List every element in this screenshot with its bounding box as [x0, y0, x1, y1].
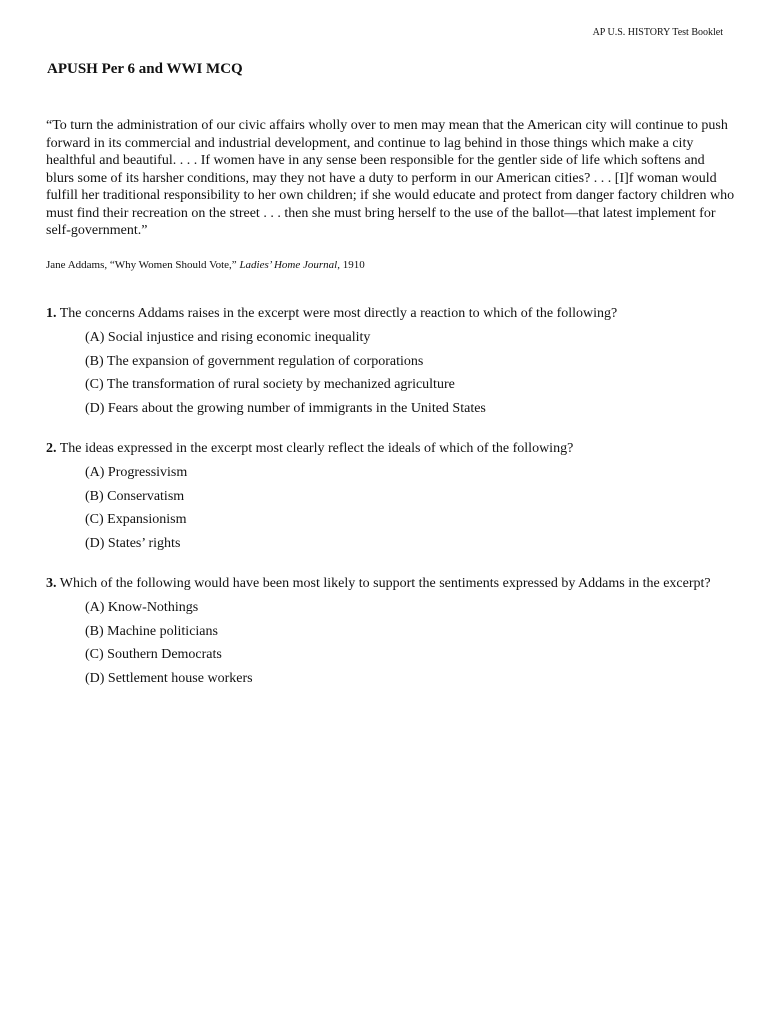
question-stem — [46, 574, 736, 594]
question-1 — [46, 304, 736, 423]
answer-choice-c: (C) Expansionism — [85, 512, 187, 527]
source-publication: Ladies’ Home Journal — [239, 259, 338, 271]
answer-choice-c: (C) Southern Democrats — [85, 647, 222, 662]
answer-choice-b: (B) Machine politicians — [85, 623, 218, 639]
answer-choice-d: (D) States’ rights — [85, 535, 181, 551]
answer-choice-a: (A) Know-Nothings — [85, 600, 199, 615]
excerpt-source — [46, 258, 365, 272]
answer-choices — [46, 464, 736, 553]
answer-choice-b: (B) Conservatism — [85, 488, 185, 504]
answer-choice-d: (D) Settlement house workers — [85, 670, 253, 686]
question-text: The ideas expressed in the excerpt most clearly reflect the ideals of which of the following? — [56, 441, 574, 456]
question-stem — [46, 304, 736, 324]
question-2 — [46, 439, 736, 558]
booklet-header-label: AP U.S. HISTORY Test Booklet — [592, 27, 723, 38]
answer-choice-a: (A) Progressivism — [85, 465, 188, 480]
source-author: Jane Addams, “Why Women Should Vote,” — [46, 259, 240, 271]
question-3 — [46, 574, 736, 693]
question-stem — [46, 439, 736, 459]
question-number: 2. — [46, 441, 57, 456]
page-title: APUSH Per 6 and WWI MCQ — [47, 61, 243, 77]
excerpt-quote: “To turn the administration of our civic affairs wholly over to men may mean that the American city will continue to push forward in its commercial and industrial development, and continue to lag behind in those things which make a city healthful and beautiful. . . . If women have in any sense been responsible for the gentler side of life which softens and blurs some of its harsher conditions, may they not have a duty to perform in our American cities? . . . [I]f woman would fulfill her traditional responsibility to her own children; if she would educate and protect from danger factory children who must find their recreation on the street . . . then she must bring herself to the use of the ballot—that latest implement for self-government.” — [46, 118, 735, 238]
source-year: , 1910 — [337, 259, 365, 271]
answer-choices — [46, 599, 736, 688]
answer-choice-b: (B) The expansion of government regulation of corporations — [85, 353, 424, 369]
question-text: The concerns Addams raises in the excerpt were most directly a reaction to which of the following? — [56, 306, 618, 321]
question-number: 1. — [46, 306, 57, 321]
answer-choice-a: (A) Social injustice and rising economic inequality — [85, 330, 371, 345]
question-text: Which of the following would have been most likely to support the sentiments expressed by Addams in the excerpt? — [56, 576, 711, 591]
answer-choice-c: (C) The transformation of rural society by mechanized agriculture — [85, 377, 455, 392]
question-number: 3. — [46, 576, 57, 591]
answer-choices — [46, 329, 736, 418]
answer-choice-d: (D) Fears about the growing number of immigrants in the United States — [85, 400, 486, 416]
